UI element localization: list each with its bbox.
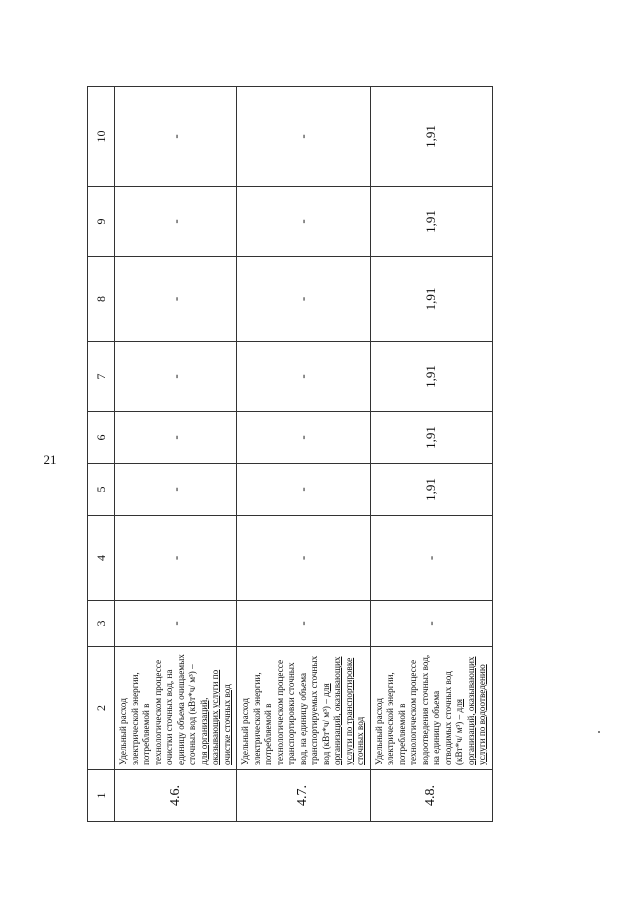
description-text: Удельный расход электрической энергии, потребляемой в технологическом процессе водоотведения сточных вод, на единицу объема отводимых сточных вод (кВт*ч/ м³) – bbox=[373, 654, 464, 765]
table-cell: - bbox=[115, 187, 237, 257]
col-header: 4 bbox=[88, 516, 115, 601]
col-header: 6 bbox=[88, 412, 115, 464]
table-cell: - bbox=[237, 187, 371, 257]
table-cell: - bbox=[237, 464, 371, 516]
table-cell: 1,91 bbox=[370, 342, 492, 412]
col-header: 5 bbox=[88, 464, 115, 516]
scan-speck bbox=[598, 731, 600, 733]
table-cell: - bbox=[115, 601, 237, 647]
col-header: 2 bbox=[88, 647, 115, 770]
indicator-description bbox=[115, 647, 237, 770]
rotated-table-container bbox=[87, 87, 487, 822]
table-cell: - bbox=[115, 464, 237, 516]
indicator-description bbox=[370, 647, 492, 770]
col-header: 1 bbox=[88, 770, 115, 822]
page-number: 21 bbox=[43, 452, 57, 467]
table-cell: 1,91 bbox=[370, 87, 492, 187]
table-cell: 1,91 bbox=[370, 187, 492, 257]
table-row bbox=[370, 87, 492, 822]
table-cell: 1,91 bbox=[370, 257, 492, 342]
table-cell: - bbox=[115, 257, 237, 342]
description-underlined: для организаций, оказывающих услуги по очистке сточных вод bbox=[198, 669, 232, 765]
table-row bbox=[237, 87, 371, 822]
table-cell: - bbox=[237, 601, 371, 647]
table-cell: - bbox=[370, 601, 492, 647]
table-row bbox=[115, 87, 237, 822]
col-header: 9 bbox=[88, 187, 115, 257]
table-cell: - bbox=[237, 342, 371, 412]
table-cell: - bbox=[237, 257, 371, 342]
table-cell: - bbox=[237, 412, 371, 464]
description-text: Удельный расход электрической энергии, потребляемой в технологическом процессе транспортировки сточных вод, на единицу объема транспортируемых сточных вод (кВт*ч/ м³) – bbox=[240, 655, 331, 765]
table-cell: - bbox=[370, 516, 492, 601]
col-header: 3 bbox=[88, 601, 115, 647]
row-number: 4.7. bbox=[237, 770, 371, 822]
col-header: 10 bbox=[88, 87, 115, 187]
table-cell: - bbox=[115, 412, 237, 464]
row-number: 4.6. bbox=[115, 770, 237, 822]
table-cell: - bbox=[115, 516, 237, 601]
description-underlined: для организаций, оказывающих услуги по водоотведению bbox=[454, 656, 487, 765]
description-text: Удельный расход электрической энергии, потребляемой в технологическом процессе очистки сточных вод, на единицу объема очищаемых сточных вод (кВт*ч/ м³) – bbox=[118, 654, 197, 765]
indicator-description bbox=[237, 647, 371, 770]
table-cell: - bbox=[115, 342, 237, 412]
col-header: 8 bbox=[88, 257, 115, 342]
header-row bbox=[88, 87, 115, 822]
table-cell: - bbox=[115, 87, 237, 187]
col-header: 7 bbox=[88, 342, 115, 412]
table-cell: 1,91 bbox=[370, 412, 492, 464]
indicators-table bbox=[87, 86, 493, 822]
table-cell: - bbox=[237, 87, 371, 187]
table-cell: 1,91 bbox=[370, 464, 492, 516]
description-underlined: для организаций, оказывающих услуги по транспортировке сточных вод bbox=[320, 656, 365, 765]
table-cell: - bbox=[237, 516, 371, 601]
row-number: 4.8. bbox=[370, 770, 492, 822]
